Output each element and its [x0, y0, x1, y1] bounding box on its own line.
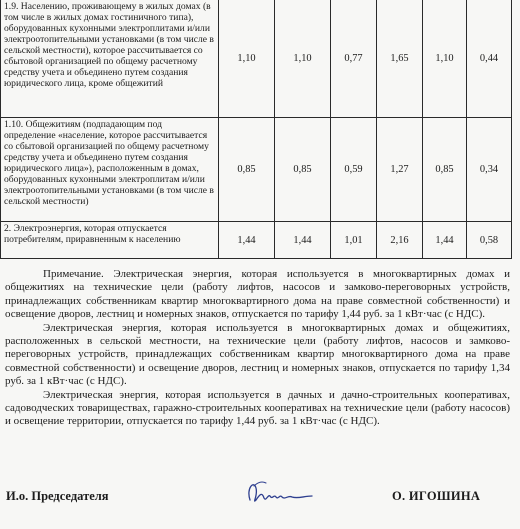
- table-row: [1, 118, 512, 222]
- note-paragraph: Примечание. Электрическая энергия, которая используется в многоквартирных домах и общежитиях на технические цели (работу лифтов, насосов и замково-переговорных устройств, принадлежащих собственникам квартир многоквартирного дома на праве совместной собственности) и освещение дворов, лестниц и номерных знаков, отпускается по тарифу 1,44 руб. за 1 кВт·час (с НДС).: [5, 268, 510, 321]
- tariff-value: 1,10: [423, 0, 467, 118]
- tariff-value: 1,27: [377, 118, 423, 222]
- row-description: 1.10. Общежитиям (подпадающим под определение «население, которое рассчитывается со сбытовой организацией по общему расчетному средству учета и объединено путем создания юридического лица»), расположенным в домах, оборудованных кухонными электроплитам и/или электроотопительными установками (в том числе в сельской местности): [1, 118, 219, 222]
- tariff-value: 2,16: [377, 222, 423, 259]
- tariff-value: 0,85: [219, 118, 275, 222]
- tariff-table: [0, 0, 512, 259]
- tariff-value: 0,77: [331, 0, 377, 118]
- signatory-name: О. ИГОШИНА: [392, 489, 481, 503]
- tariff-value: 1,44: [423, 222, 467, 259]
- tariff-value: 1,01: [331, 222, 377, 259]
- handwritten-signature: [240, 474, 320, 510]
- tariff-value: 1,44: [219, 222, 275, 259]
- note-section: [5, 268, 510, 429]
- tariff-value: 1,44: [275, 222, 331, 259]
- note-paragraph: Электрическая энергия, которая используется в дачных и дачно-строительных кооперативах, садоводческих товариществах, гаражно-строительных кооперативах на технические цели (работу насосов) и освещение территории, отпускается по тарифу 1,44 руб. за 1 кВт·час (с НДС).: [5, 388, 510, 428]
- tariff-value: 0,59: [331, 118, 377, 222]
- tariff-value: 0,85: [275, 118, 331, 222]
- tariff-value: 0,85: [423, 118, 467, 222]
- table-row: [1, 0, 512, 118]
- tariff-value: 1,10: [219, 0, 275, 118]
- tariff-value: 0,34: [467, 118, 512, 222]
- tariff-value: 1,10: [275, 0, 331, 118]
- tariff-value: 0,44: [467, 0, 512, 118]
- tariff-value: 0,58: [467, 222, 512, 259]
- table-row: [1, 222, 512, 259]
- row-description: 2. Электроэнергия, которая отпускается потребителям, приравненным к населению: [1, 222, 219, 259]
- signatory-title: И.о. Председателя: [6, 489, 109, 503]
- tariff-value: 1,65: [377, 0, 423, 118]
- row-description: 1.9. Населению, проживающему в жилых домах (в том числе в жилых домах гостиничного типа), оборудованных кухонными электроплитами и/или электроотопительными установками (в том числе в сельской местности), которое рассчитывается со сбытовой организацией по общему расчетному средству учета и объединено путем создания юридического лица, кроме общежитий: [1, 0, 219, 118]
- note-paragraph: Электрическая энергия, которая используется в многоквартирных домах и общежитиях, расположенных в сельской местности, на технические цели (работу лифтов, насосов и замково-переговорных устройств, принадлежащих собственникам квартир многоквартирного дома на праве совместной собственности) и освещение дворов, лестниц и номерных знаков, отпускается по тарифу 1,34 руб. за 1 кВт·час (с НДС).: [5, 321, 510, 388]
